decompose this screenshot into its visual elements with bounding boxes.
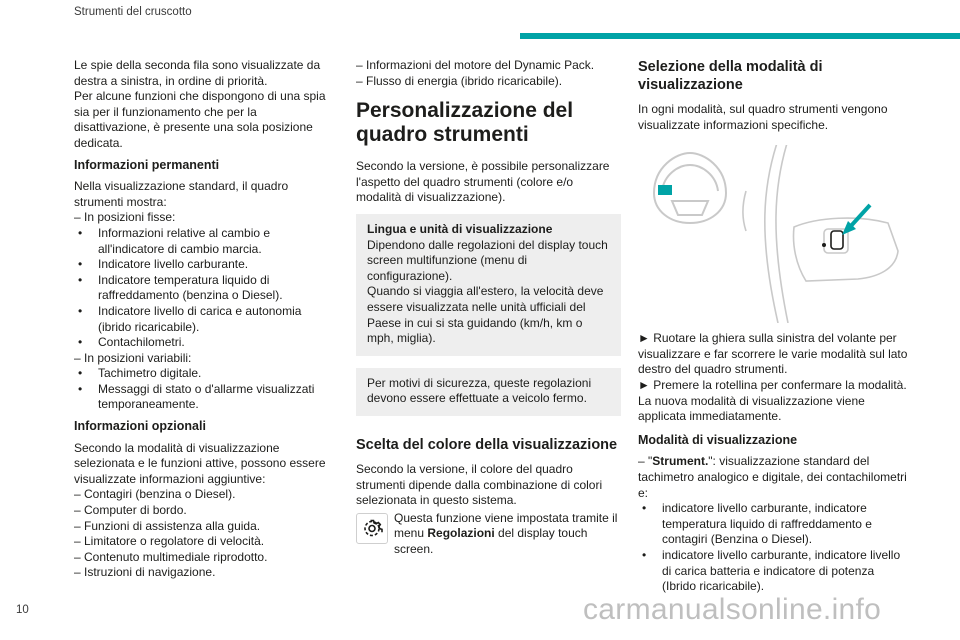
list-item: • Indicatore temperatura liquido di xyxy=(74,273,334,289)
section-title: Personalizzazione del quadro strumenti xyxy=(356,99,574,147)
info-box-safety xyxy=(356,368,621,416)
page-number: 10 xyxy=(16,604,29,616)
info-box-text: Per motivi di sicurezza, queste regolazioni devono essere effettuate a veicolo fermo. xyxy=(367,375,592,406)
list-item: – Computer di bordo. xyxy=(74,503,187,518)
mode-standard: – "Strument.": visualizzazione standard del tachimetro analogico e digitale, dei contachilometri e: xyxy=(638,454,907,500)
list-item: temperatura liquido di raffreddamento e xyxy=(662,516,872,531)
running-header: Strumenti del cruscotto xyxy=(74,6,192,18)
intro-text-2: Per alcune funzioni che dispongono di una spia sia per il funzionamento che per la disattivazione, è presente una sola posizione dedicata. xyxy=(74,89,326,150)
instruction-step-3: La nuova modalità di visualizzazione viene applicata immediatamente. xyxy=(638,393,865,424)
optional-info-intro: Secondo la modalità di visualizzazione selezionata e le funzioni attive, possono essere visualizzate informazioni aggiuntive: xyxy=(74,440,326,486)
permanent-info-intro: Nella visualizzazione standard, il quadro strumenti mostra: xyxy=(74,179,289,209)
display-mode-intro: In ogni modalità, sul quadro strumenti vengono visualizzate informazioni specifiche. xyxy=(638,102,888,132)
list-item: • Indicatore livello di carica e autonomia xyxy=(74,304,334,320)
list-item: – Contagiri (benzina o Diesel). xyxy=(74,487,236,502)
list-item: • indicatore livello carburante, indicatore livello xyxy=(638,548,908,564)
list-item: raffreddamento (benzina o Diesel). xyxy=(98,288,283,303)
info-box-language xyxy=(356,214,621,356)
optional-info-heading: Informazioni opzionali xyxy=(74,419,206,434)
fixed-positions-label: – In posizioni fisse: xyxy=(74,210,176,225)
list-item: – Flusso di energia (ibrido ricaricabile). xyxy=(356,73,563,88)
list-item: – Informazioni del motore del Dynamic Pack. xyxy=(356,58,595,72)
intro-text: Le spie della seconda fila sono visualizzate da destra a sinistra, in ordine di priorità. xyxy=(74,58,321,88)
instruction-step-2: ► Premere la rotellina per confermare la modalità. xyxy=(638,377,907,392)
list-item: • Indicatore livello carburante. xyxy=(74,257,334,273)
list-item: all'indicatore di cambio marcia. xyxy=(98,241,262,256)
list-item: • Tachimetro digitale. xyxy=(74,366,334,382)
display-mode-title: Selezione della modalità di visualizzazione xyxy=(638,59,823,93)
list-item: contagiri (Benzina o Diesel). xyxy=(662,532,813,547)
header-accent-bar xyxy=(520,33,960,39)
info-box-title: Lingua e unità di visualizzazione xyxy=(367,221,553,236)
list-item: • indicatore livello carburante, indicatore xyxy=(638,501,908,517)
list-item: – Limitatore o regolatore di velocità. xyxy=(74,534,265,549)
list-item: • Messaggi di stato o d'allarme visualizzati xyxy=(74,382,334,398)
column-2 xyxy=(356,58,621,557)
color-choice-heading: Scelta del colore della visualizzazione xyxy=(356,436,618,453)
steering-wheel-illustration xyxy=(638,145,908,323)
permanent-info-heading: Informazioni permanenti xyxy=(74,157,220,172)
list-item: • Informazioni relative al cambio e xyxy=(74,226,334,242)
display-modes-heading: Modalità di visualizzazione xyxy=(638,432,798,447)
list-item: – Funzioni di assistenza alla guida. xyxy=(74,518,261,533)
settings-note xyxy=(356,511,621,558)
list-item: temporaneamente. xyxy=(98,397,199,412)
list-item: (Ibrido ricaricabile). xyxy=(662,579,765,594)
variable-positions-label: – In posizioni variabili: xyxy=(74,350,192,365)
instruction-step-1: ► Ruotare la ghiera sulla sinistra del volante per visualizzare e far scorrere le varie modalità sul lato destro del quadro strumenti. xyxy=(638,331,908,377)
settings-note-text: Questa funzione viene impostata tramite il menu Regolazioni del display touch screen. xyxy=(394,510,618,556)
column-1 xyxy=(74,58,334,581)
info-box-text-2: Quando si viaggia all'estero, la velocità deve essere visualizzata nelle unità ufficiali del Paese in cui si sta guidando (km/h, km o mph, miglia). xyxy=(367,284,604,346)
info-box-text: Dipendono dalle regolazioni del display touch screen multifunzione (menu di configurazione). xyxy=(367,237,608,283)
list-item: • Contachilometri. xyxy=(74,335,334,351)
column-3 xyxy=(638,58,908,595)
list-item: – Contenuto multimediale riprodotto. xyxy=(74,549,268,564)
list-item: di carica batteria e indicatore di potenza xyxy=(662,563,875,578)
watermark: carmanualsonline.info xyxy=(583,593,882,626)
list-item: (ibrido ricaricabile). xyxy=(98,319,200,334)
list-item: – Istruzioni di navigazione. xyxy=(74,565,216,580)
section-intro: Secondo la versione, è possibile personalizzare l'aspetto del quadro strumenti (colore e/o modalità di visualizzazione). xyxy=(356,159,610,205)
color-choice-intro: Secondo la versione, il colore del quadro strumenti dipende dalla combinazione di colori selezionata in questo sistema. xyxy=(356,461,603,508)
gear-icon xyxy=(356,513,388,544)
